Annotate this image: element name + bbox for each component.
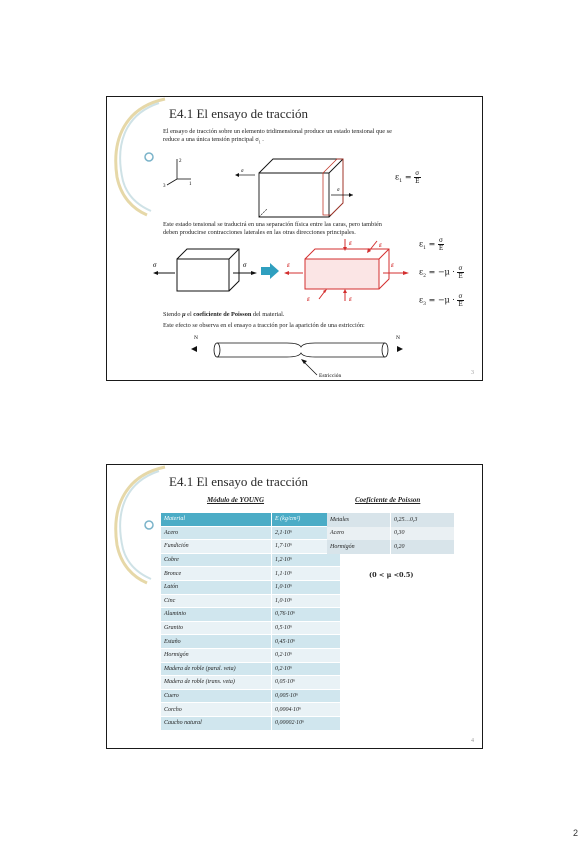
- poisson-definition: Siendo μ el coeficiente de Poisson del material.: [163, 311, 285, 318]
- material-cell: Estaño: [161, 635, 272, 649]
- value-cell: 1,0·10⁶: [272, 594, 341, 608]
- material-cell: Aluminio: [161, 608, 272, 622]
- table-row: [161, 567, 340, 581]
- value-cell: 0,00002·10⁶: [272, 716, 341, 730]
- value-cell: 0,76·10⁶: [272, 608, 341, 622]
- value-cell: 0,2·10⁶: [272, 648, 341, 662]
- lateral-contraction-text: Este estado tensional se traducirá en una separación física entre las caras, pero también deben producirse contracciones laterales en las otras direcciones principales.: [163, 221, 382, 236]
- table-row: [161, 553, 340, 567]
- value-cell: 1,2·10⁶: [272, 553, 341, 567]
- material-cell: Acero: [327, 527, 391, 541]
- table-row: [327, 540, 454, 554]
- strain-equation-eps3: $\varepsilon_3 = -\mu$ · $\frac{\sigma}{E}$: [419, 293, 463, 308]
- svg-text:σ: σ: [243, 261, 247, 269]
- material-cell: Material: [161, 513, 272, 526]
- cube-diagram: [227, 153, 357, 223]
- svg-text:σ: σ: [337, 188, 340, 193]
- decorative-swirl: [107, 97, 167, 217]
- table-row: [161, 676, 340, 690]
- poisson-coefficient-table: [327, 513, 454, 554]
- value-cell: 1,0·10⁶: [272, 580, 341, 594]
- value-cell: 0,25…0,3: [391, 513, 455, 527]
- poisson-coefficient-title: Coeficiente de Poisson: [355, 496, 421, 504]
- table-row: [161, 716, 340, 730]
- svg-text:N: N: [194, 335, 198, 341]
- material-cell: Cobre: [161, 553, 272, 567]
- strain-equation-eps1: $\varepsilon_1$ = $\frac{\sigma}{E}$: [419, 237, 444, 252]
- table-row: [161, 526, 340, 540]
- material-cell: Madera de roble (paral. veta): [161, 662, 272, 676]
- intro-text: El ensayo de tracción sobre un elemento tridimensional produce un estado tensional que se reduce a una única tensión principal $\sigma_1$ .: [163, 128, 392, 144]
- svg-text:ε: ε: [349, 295, 352, 303]
- value-cell: 0,005·10⁶: [272, 689, 341, 703]
- svg-text:σ: σ: [153, 261, 157, 269]
- stress-box-diagram: [151, 245, 261, 295]
- material-cell: Cuero: [161, 689, 272, 703]
- material-cell: Fundición: [161, 540, 272, 554]
- table-header-row: [161, 513, 340, 526]
- table-row: [161, 635, 340, 649]
- material-cell: Caucho natural: [161, 716, 272, 730]
- value-cell: 0,0004·10⁶: [272, 703, 341, 717]
- slide-4: [106, 464, 483, 749]
- material-cell: Granito: [161, 621, 272, 635]
- slide-title: E4.1 El ensayo de tracción: [169, 474, 308, 489]
- slide-3: [106, 96, 483, 381]
- material-cell: Madera de roble (trans. veta): [161, 676, 272, 690]
- svg-text:3: 3: [163, 184, 166, 189]
- material-cell: Hormigón: [161, 648, 272, 662]
- necking-specimen-diagram: [187, 331, 407, 379]
- strain-equation-1: $\varepsilon_1$ = $\frac{\sigma}{E}$: [395, 170, 420, 185]
- decorative-swirl: [107, 465, 167, 585]
- svg-text:ε: ε: [391, 261, 394, 269]
- table-row: [327, 527, 454, 541]
- material-cell: Latón: [161, 580, 272, 594]
- slide-number: 3: [471, 370, 474, 376]
- table-row: [327, 513, 454, 527]
- transform-arrow-icon: [261, 263, 279, 279]
- material-cell: Corcho: [161, 703, 272, 717]
- svg-text:1: 1: [189, 182, 192, 187]
- svg-text:ε: ε: [307, 295, 310, 303]
- value-cell: 2,1·10⁶: [272, 526, 341, 540]
- table-row: [161, 662, 340, 676]
- necking-text: Este efecto se observa en el ensayo a tracción por la aparición de una estricción:: [163, 322, 365, 329]
- value-cell: 0,05·10⁶: [272, 676, 341, 690]
- svg-text:ε: ε: [287, 261, 290, 269]
- slide-title: E4.1 El ensayo de tracción: [169, 106, 308, 121]
- value-cell: E (kg/cm²): [272, 513, 341, 526]
- value-cell: 0,30: [391, 527, 455, 541]
- table-row: [161, 703, 340, 717]
- young-modulus-table: [161, 513, 340, 731]
- strain-equation-eps2: $\varepsilon_2 = -\mu$ · $\frac{\sigma}{E}$: [419, 265, 463, 280]
- value-cell: 0,2·10⁶: [272, 662, 341, 676]
- slide-number: 4: [471, 738, 474, 744]
- poisson-range: (0 < μ <0.5): [369, 571, 414, 579]
- table-row: [161, 689, 340, 703]
- strain-box-diagram: [283, 237, 413, 303]
- table-row: [161, 648, 340, 662]
- table-row: [161, 621, 340, 635]
- value-cell: 0,20: [391, 540, 455, 554]
- svg-text:ε: ε: [379, 241, 382, 249]
- value-cell: 1,1·10⁶: [272, 567, 341, 581]
- page-number: 2: [572, 828, 578, 838]
- material-cell: Metales: [327, 513, 391, 527]
- svg-text:σ: σ: [241, 169, 244, 174]
- svg-text:N: N: [396, 335, 400, 341]
- table-row: [161, 594, 340, 608]
- material-cell: Acero: [161, 526, 272, 540]
- material-cell: Cinc: [161, 594, 272, 608]
- young-modulus-title: Módulo de YOUNG: [207, 496, 265, 504]
- material-cell: Bronce: [161, 567, 272, 581]
- material-cell: Hormigón: [327, 540, 391, 554]
- value-cell: 0,45·10⁶: [272, 635, 341, 649]
- table-row: [161, 540, 340, 554]
- svg-text:2: 2: [179, 159, 182, 164]
- svg-text:Estricción: Estricción: [319, 373, 342, 379]
- coordinate-axes: [163, 155, 203, 191]
- table-row: [161, 580, 340, 594]
- value-cell: 1,7·10⁶: [272, 540, 341, 554]
- svg-text:ε: ε: [349, 239, 352, 247]
- value-cell: 0,5·10⁶: [272, 621, 341, 635]
- table-row: [161, 608, 340, 622]
